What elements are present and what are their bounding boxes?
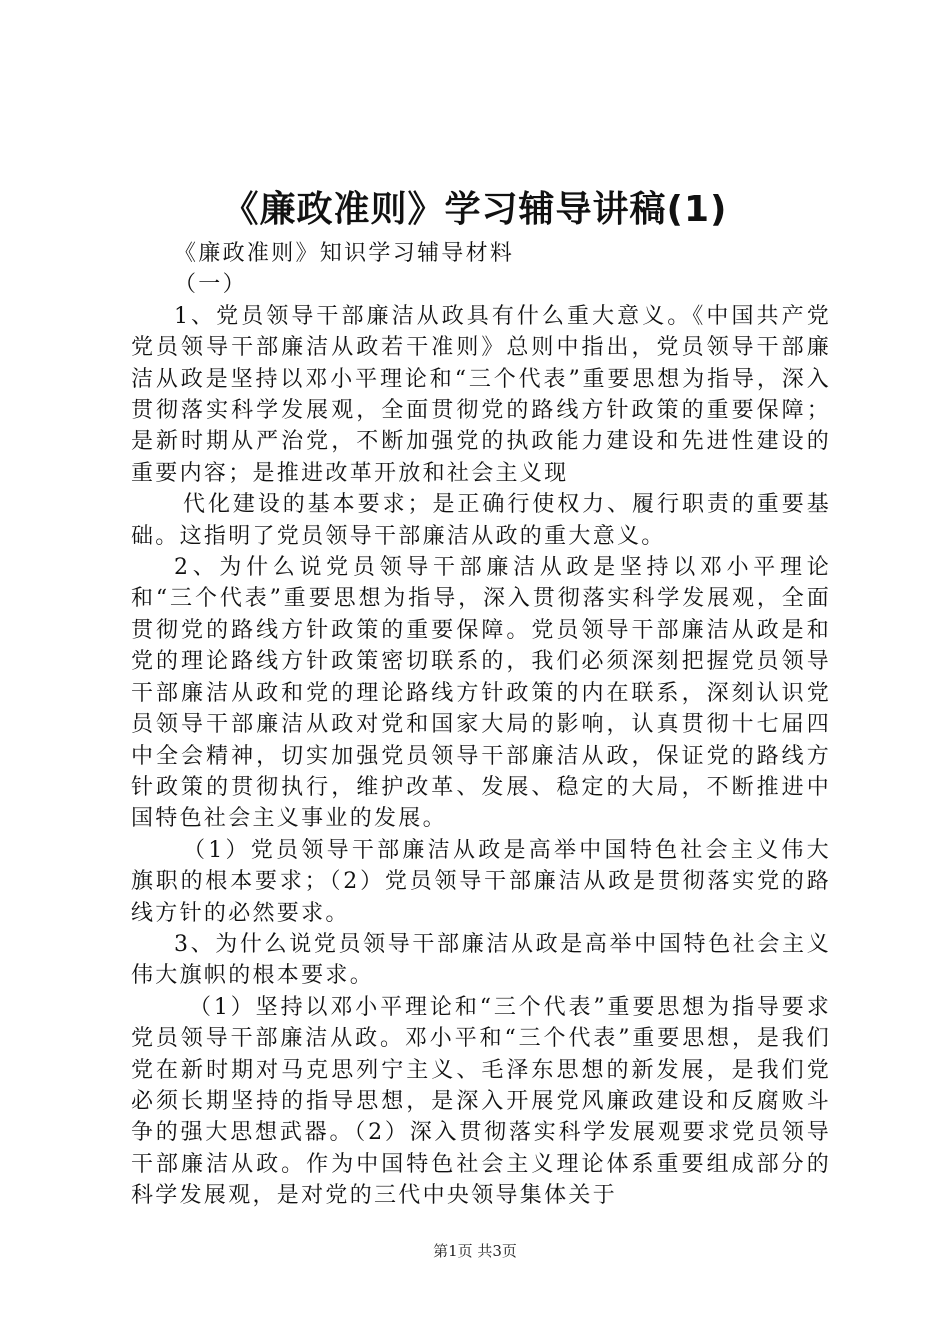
body-paragraph-6: （1）坚持以邓小平理论和“三个代表”重要思想为指导要求党员领导干部廉洁从政。邓小平和“三个代表”重要思想，是我们党在新时期对马克思列宁主义、毛泽东思想的新发展，是我们党必须长期坚持的指导思想，是深入开展党风廉政建设和反腐败斗争的强大思想武器。（2）深入贯彻落实科学发展观要求党员领导干部廉洁从政。作为中国特色社会主义理论体系重要组成部分的科学发展观，是对党的三代中央领导集体关于 [131,994,831,1209]
body-paragraph-2: 代化建设的基本要求；是正确行使权力、履行职责的重要基础。这指明了党员领导干部廉洁从政的重大意义。 [131,492,831,549]
document-body [131,238,831,1212]
document-title: 《廉政准则》学习辅导讲稿(1) [222,189,728,230]
body-paragraph-1: 1、党员领导干部廉洁从政具有什么重大意义。《中国共产党党员领导干部廉洁从政若干准则》总则中指出，党员领导干部廉洁从政是坚持以邓小平理论和“三个代表”重要思想为指导，深入贯彻落实科学发展观，全面贯彻党的路线方针政策的重要保障；是新时期从严治党，不断加强党的执政能力建设和先进性建设的重要内容；是推进改革开放和社会主义现 [131,303,831,486]
body-paragraph-5: 3、为什么说党员领导干部廉洁从政是高举中国特色社会主义伟大旗帜的根本要求。 [131,931,831,989]
body-paragraph-3: 2、为什么说党员领导干部廉洁从政是坚持以邓小平理论和“三个代表”重要思想为指导，深入贯彻落实科学发展观，全面贯彻党的路线方针政策的重要保障。党员领导干部廉洁从政是和党的理论路线方针政策密切联系的，我们必须深刻把握党员领导干部廉洁从政和党的理论路线方针政策的内在联系，深刻认识党员领导干部廉洁从政对党和国家大局的影响，认真贯彻十七届四中全会精神，切实加强党员领导干部廉洁从政，保证党的路线方针政策的贯彻执行，维护改革、发展、稳定的大局，不断推进中国特色社会主义事业的发展。 [131,555,831,832]
page-footer: 第1页 共3页 [433,1242,517,1260]
section-number-paragraph: （一） [174,272,247,298]
body-paragraph-4: （1）党员领导干部廉洁从政是高举中国特色社会主义伟大旗职的根本要求；（2）党员领导干部廉洁从政是贯彻落实党的路线方针的必然要求。 [131,837,831,926]
subtitle-paragraph: 《廉政准则》知识学习辅导材料 [174,241,515,266]
